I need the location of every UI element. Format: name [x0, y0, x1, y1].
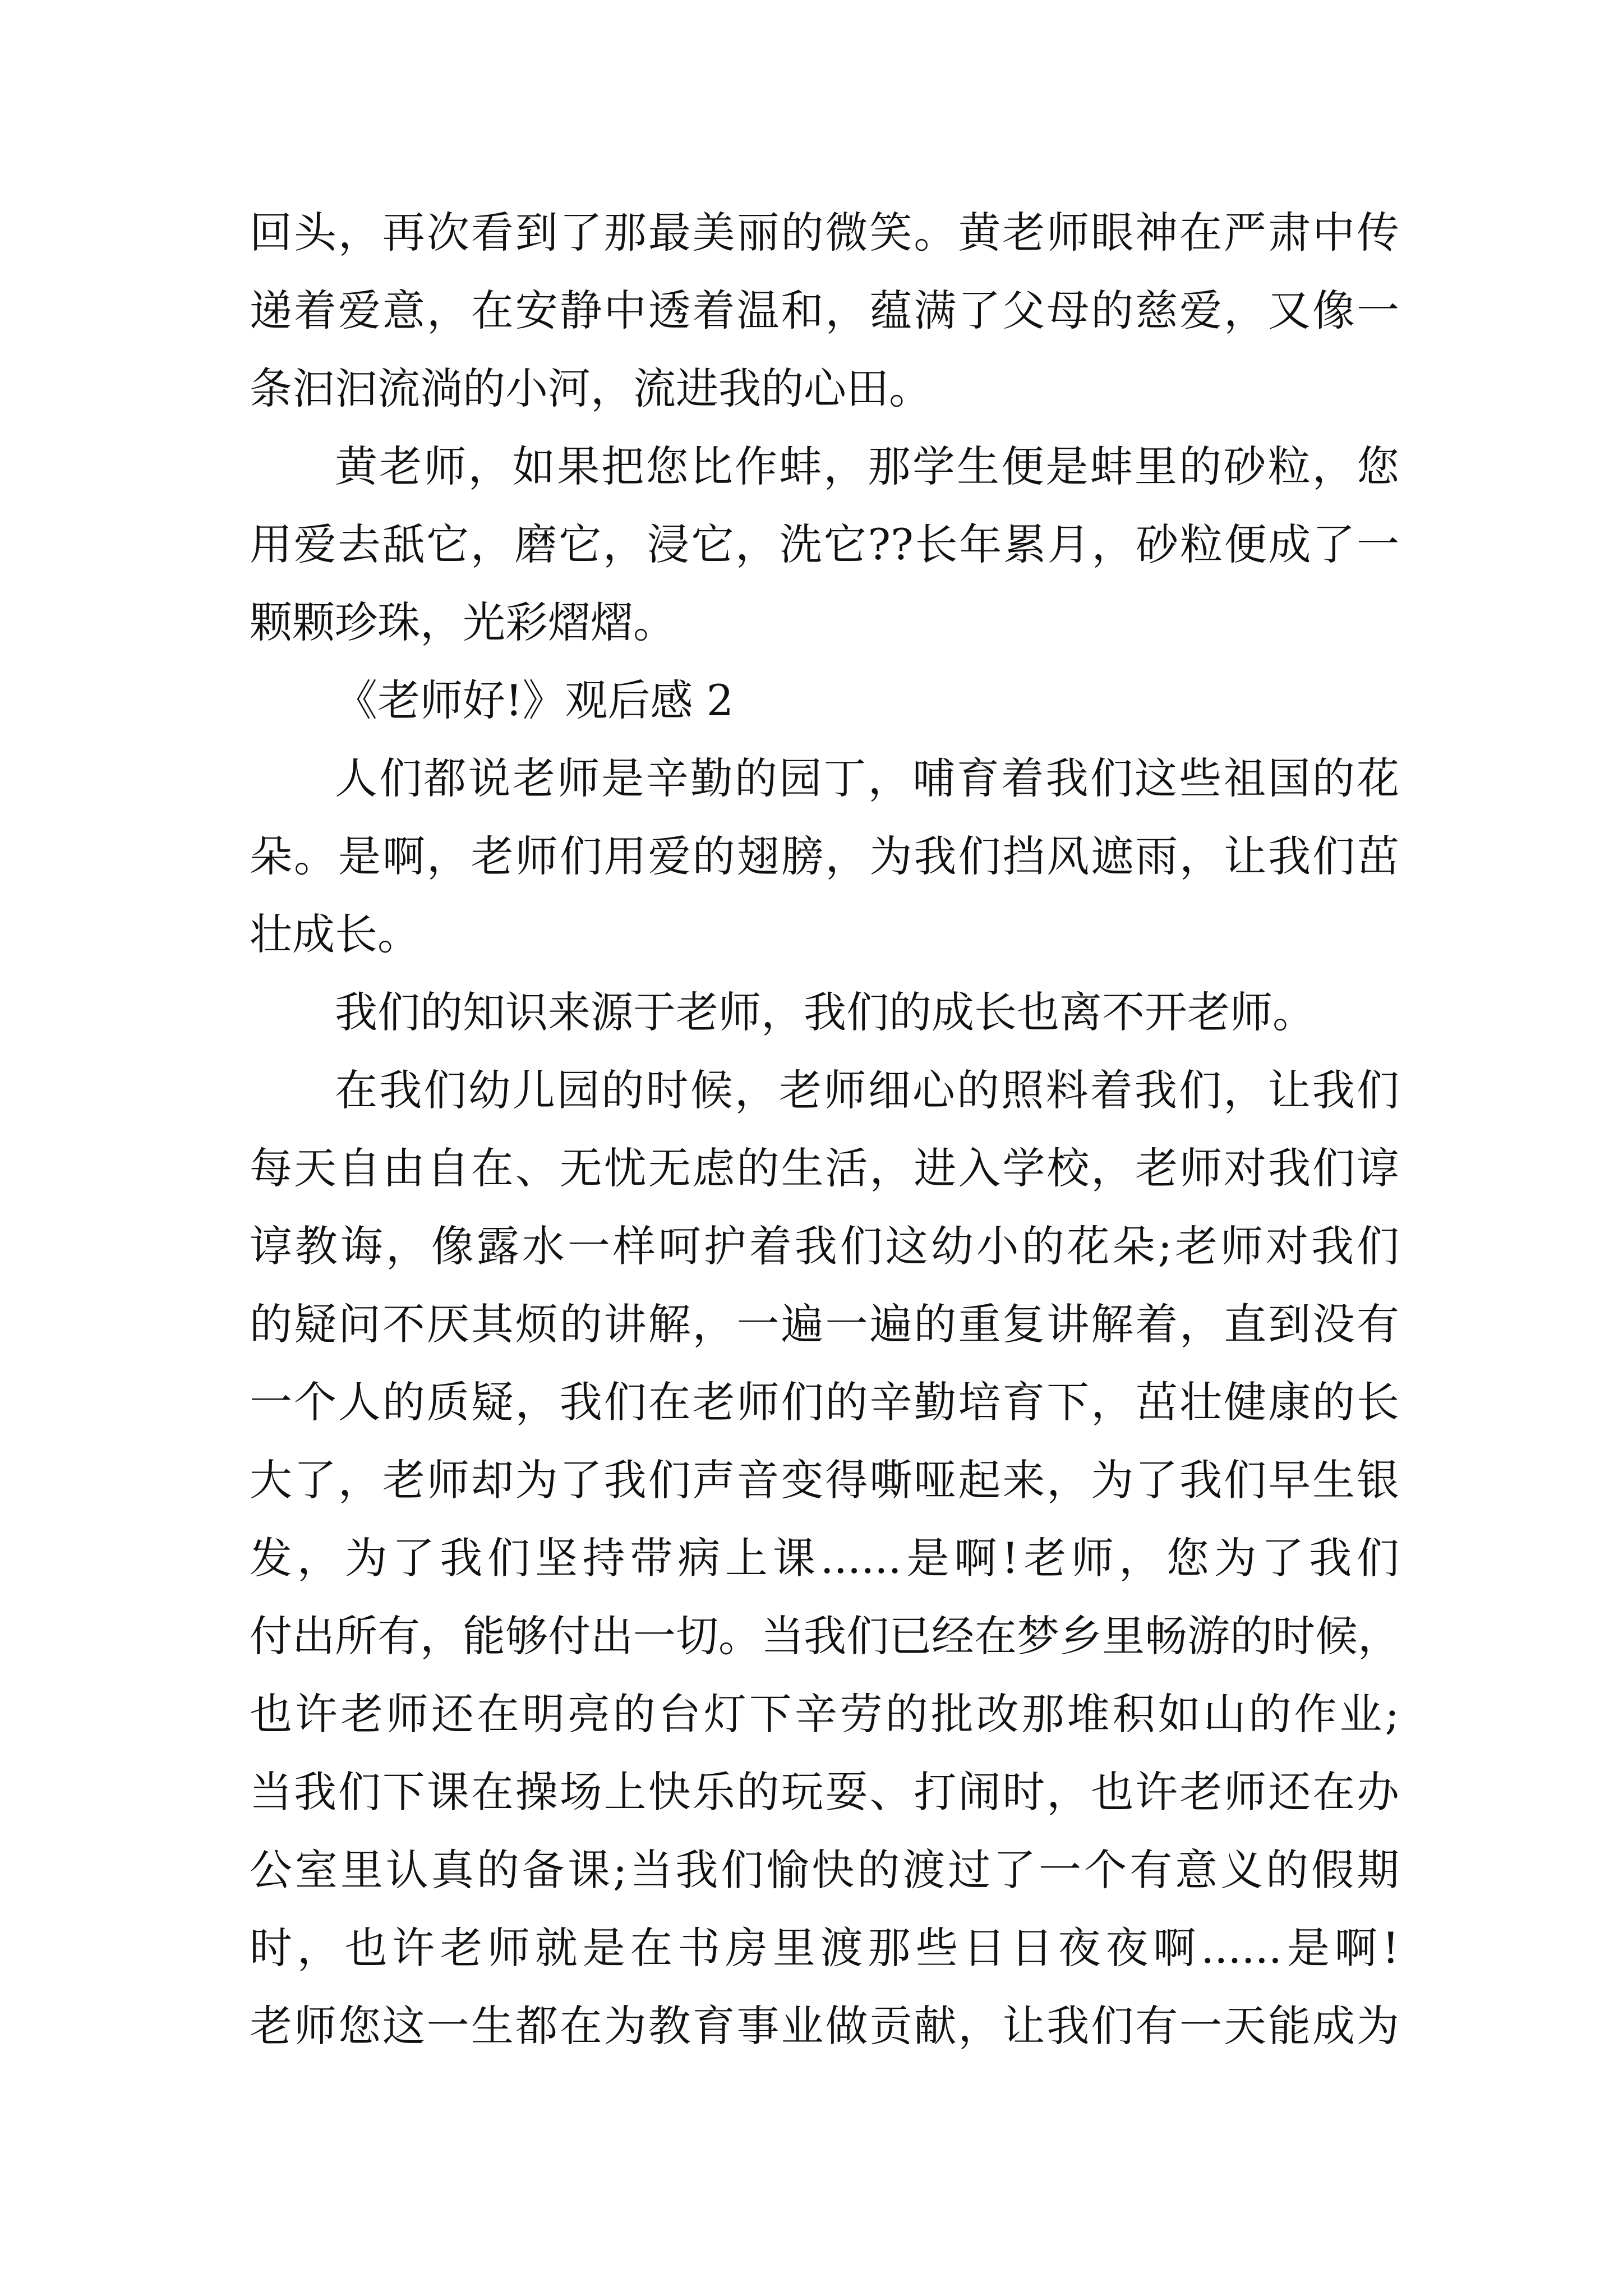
text-line: 也许老师还在明亮的台灯下辛劳的批改那堆积如山的作业; — [250, 1689, 1399, 1739]
text-line: 回头，再次看到了那最美丽的微笑。黄老师眼神在严肃中传 — [250, 208, 1399, 257]
text-line: 发，为了我们坚持带病上课......是啊!老师，您为了我们 — [250, 1533, 1399, 1583]
text-line: 每天自由自在、无忧无虑的生活，进入学校，老师对我们谆 — [250, 1143, 1399, 1193]
text-line: 壮成长。 — [250, 909, 420, 959]
paragraph-5 — [250, 1051, 1399, 2065]
body-text — [250, 194, 1399, 2065]
heading-line: 《老师好!》观后感 2 — [335, 675, 734, 725]
text-line: 黄老师，如果把您比作蚌，那学生便是蚌里的砂粒，您 — [335, 441, 1399, 491]
text-line: 当我们下课在操场上快乐的玩耍、打闹时，也许老师还在办 — [250, 1767, 1399, 1817]
paragraph-2 — [250, 427, 1399, 661]
text-line: 时，也许老师就是在书房里渡那些日日夜夜啊......是啊! — [250, 1923, 1399, 1973]
text-line: 一个人的质疑，我们在老师们的辛勤培育下，茁壮健康的长 — [250, 1377, 1399, 1427]
text-line: 谆教诲，像露水一样呵护着我们这幼小的花朵;老师对我们 — [250, 1221, 1399, 1271]
text-line: 大了，老师却为了我们声音变得嘶哑起来，为了我们早生银 — [250, 1455, 1399, 1505]
paragraph-3 — [250, 739, 1399, 973]
text-line: 公室里认真的备课;当我们愉快的渡过了一个有意义的假期 — [250, 1845, 1399, 1895]
text-line: 人们都说老师是辛勤的园丁，哺育着我们这些祖国的花 — [335, 753, 1399, 803]
text-line: 老师您这一生都在为教育事业做贡献，让我们有一天能成为 — [250, 2001, 1399, 2051]
text-line: 在我们幼儿园的时候，老师细心的照料着我们，让我们 — [335, 1065, 1399, 1115]
text-line: 的疑问不厌其烦的讲解，一遍一遍的重复讲解着，直到没有 — [250, 1299, 1399, 1349]
text-line: 递着爱意，在安静中透着温和，蕴满了父母的慈爱，又像一 — [250, 286, 1399, 335]
text-line: 付出所有，能够付出一切。当我们已经在梦乡里畅游的时候， — [250, 1611, 1400, 1661]
paragraph-1 — [250, 194, 1399, 427]
text-line: 条汩汩流淌的小河，流进我的心田。 — [250, 364, 932, 413]
text-line: 朵。是啊，老师们用爱的翅膀，为我们挡风遮雨，让我们茁 — [250, 831, 1399, 881]
text-line: 用爱去舐它，磨它，浸它，洗它??长年累月，砂粒便成了一 — [250, 519, 1399, 569]
text-line: 颗颗珍珠，光彩熠熠。 — [250, 597, 676, 647]
text-line: 我们的知识来源于老师，我们的成长也离不开老师。 — [335, 987, 1315, 1037]
section-heading — [250, 661, 1399, 739]
paragraph-4 — [250, 973, 1399, 1051]
